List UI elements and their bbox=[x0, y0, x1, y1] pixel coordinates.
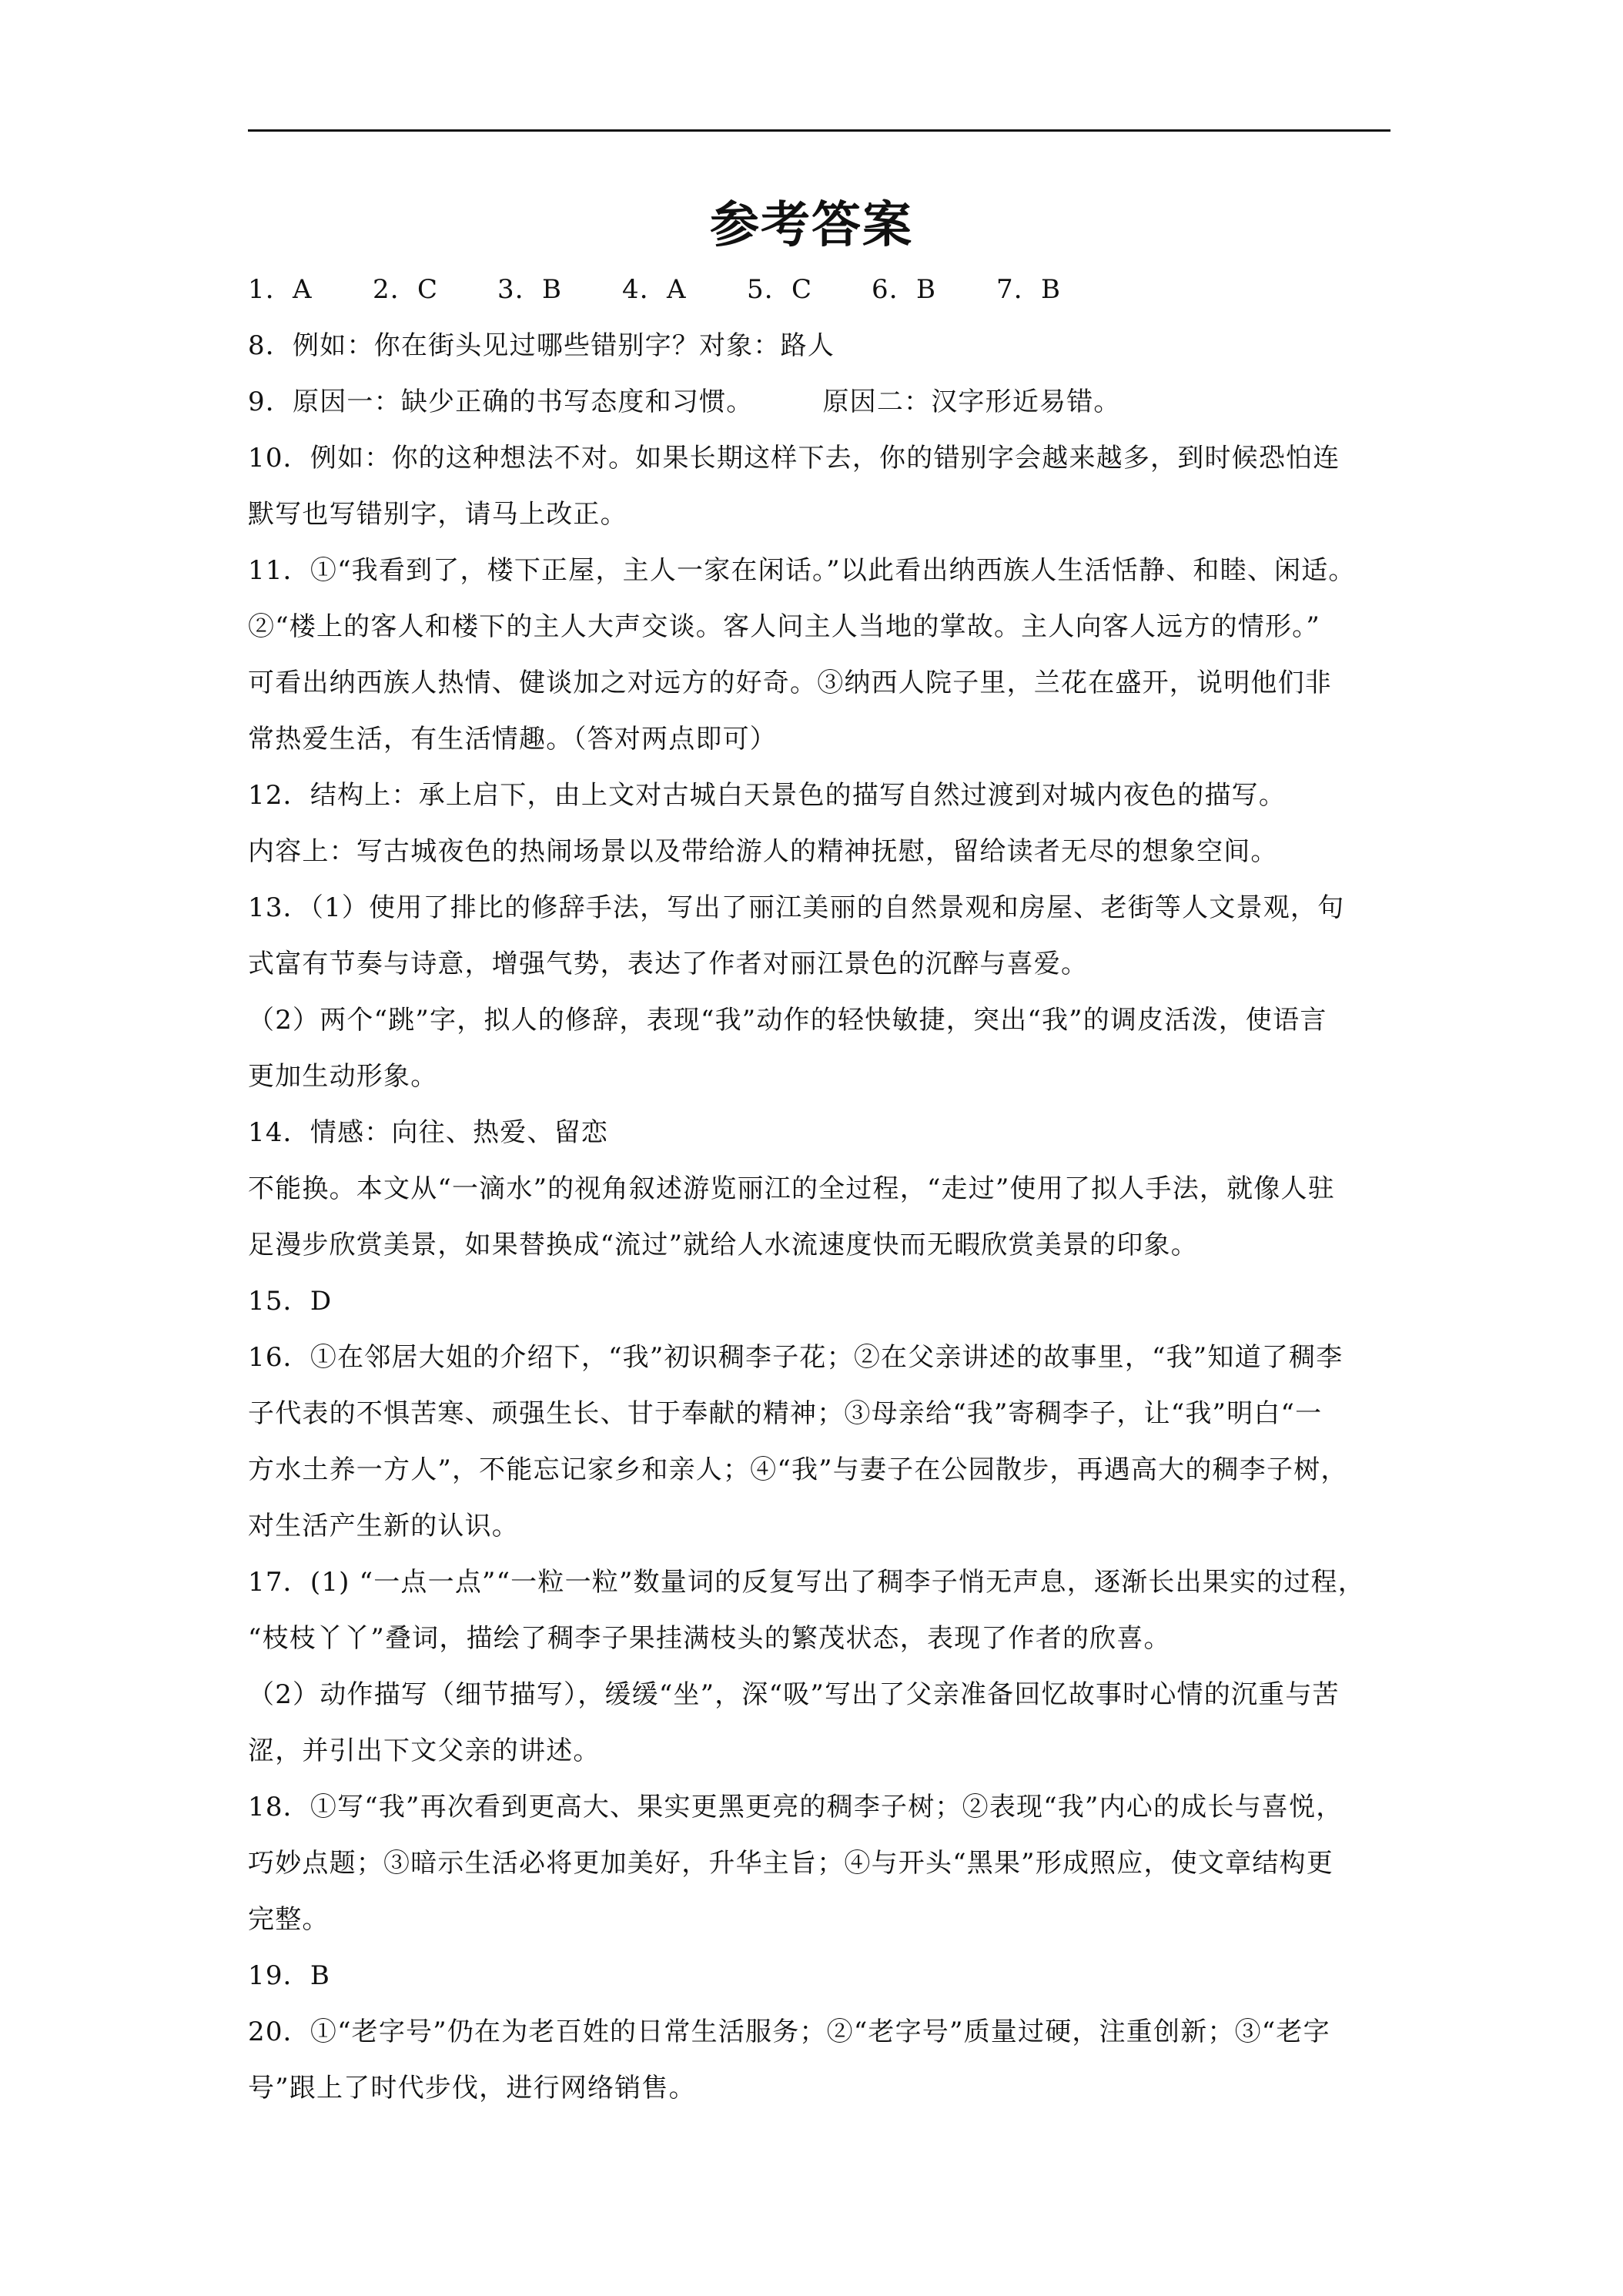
answer-13-line-4: 更加生动形象。 bbox=[248, 1061, 438, 1092]
answer-14-line-3: 足漫步欣赏美景，如果替换成“流过”就给人水流速度快而无暇欣赏美景的印象。 bbox=[248, 1230, 1198, 1260]
answer-11-line-2: ②“楼上的客人和楼下的主人大声交谈。客人问主人当地的掌故。主人向客人远方的情形。” bbox=[248, 611, 1320, 642]
answer-12-structure: 12．结构上：承上启下，由上文对古城白天景色的描写自然过渡到对城内夜色的描写。 bbox=[248, 780, 1287, 811]
answer-13-line-3: （2）两个“跳”字，拟人的修辞，表现“我”动作的轻快敏捷，突出“我”的调皮活泼，使语言 bbox=[248, 1005, 1327, 1036]
multiple-choice-answers bbox=[248, 262, 1390, 318]
answer-19: 19．B bbox=[248, 1960, 331, 1991]
answer-10-line-2: 默写也写错别字，请马上改正。 bbox=[248, 499, 627, 530]
answer-8: 8．例如：你在街头见过哪些错别字？对象：路人 bbox=[248, 330, 835, 361]
answer-20-line-2: 号”跟上了时代步伐，进行网络销售。 bbox=[248, 2073, 696, 2104]
answer-9-reason-2: 原因二：汉字形近易错。 bbox=[822, 387, 1121, 417]
mc-answer-6: 6．B bbox=[872, 274, 937, 305]
answer-15: 15．D bbox=[248, 1286, 333, 1317]
mc-answer-3: 3．B bbox=[497, 274, 563, 305]
answer-9-reason-1: 9．原因一：缺少正确的书写态度和习惯。 bbox=[248, 387, 754, 417]
page-title: 参考答案 bbox=[710, 197, 913, 254]
answer-list bbox=[248, 262, 1390, 2117]
answer-17-line-1: 17．(1) “一点一点”“一粒一粒”数量词的反复写出了稠李子悄无声息，逐渐长出果实的过程， bbox=[248, 1567, 1365, 1598]
answer-18-line-1: 18．①写“我”再次看到更高大、果实更黑更亮的稠李子树；②表现“我”内心的成长与喜悦， bbox=[248, 1792, 1344, 1822]
answer-16-line-4: 对生活产生新的认识。 bbox=[248, 1511, 519, 1541]
mc-answer-1: 1．A bbox=[248, 274, 313, 305]
header-rule bbox=[248, 129, 1390, 132]
mc-answer-7: 7．B bbox=[996, 274, 1062, 305]
answer-14-line-2: 不能换。本文从“一滴水”的视角叙述游览丽江的全过程，“走过”使用了拟人手法，就像人驻 bbox=[248, 1173, 1335, 1204]
answer-16-line-1: 16．①在邻居大姐的介绍下，“我”初识稠李子花；②在父亲讲述的故事里，“我”知道了稠李 bbox=[248, 1342, 1344, 1373]
answer-11-line-3: 可看出纳西族人热情、健谈加之对远方的好奇。③纳西人院子里，兰花在盛开，说明他们非 bbox=[248, 668, 1332, 698]
answer-13-line-1: 13．（1）使用了排比的修辞手法，写出了丽江美丽的自然景观和房屋、老街等人文景观，句 bbox=[248, 892, 1345, 923]
answer-16-line-3: 方水土养一方人”，不能忘记家乡和亲人；④“我”与妻子在公园散步，再遇高大的稠李子树， bbox=[248, 1454, 1348, 1485]
answer-12-content: 内容上：写古城夜色的热闹场景以及带给游人的精神抚慰，留给读者无尽的想象空间。 bbox=[248, 836, 1278, 867]
answer-9 bbox=[248, 374, 1390, 430]
answer-20-line-1: 20．①“老字号”仍在为老百姓的日常生活服务；②“老字号”质量过硬，注重创新；③“老字 bbox=[248, 2017, 1330, 2047]
answer-14-line-1: 14．情感：向往、热爱、留恋 bbox=[248, 1117, 609, 1148]
answer-13-line-2: 式富有节奏与诗意，增强气势，表达了作者对丽江景色的沉醉与喜爱。 bbox=[248, 949, 1089, 979]
mc-answer-5: 5．C bbox=[747, 274, 813, 305]
answer-17-line-2: “枝枝丫丫”叠词，描绘了稠李子果挂满枝头的繁茂状态，表现了作者的欣喜。 bbox=[248, 1623, 1171, 1654]
answer-17-line-4: 涩，并引出下文父亲的讲述。 bbox=[248, 1735, 601, 1766]
answer-11-line-4: 常热爱生活，有生活情趣。（答对两点即可） bbox=[248, 724, 777, 755]
answer-11-line-1: 11．①“我看到了，楼下正屋，主人一家在闲话。”以此看出纳西族人生活恬静、和睦、闲适。 bbox=[248, 555, 1356, 586]
answer-17-line-3: （2）动作描写（细节描写），缓缓“坐”，深“吸”写出了父亲准备回忆故事时心情的沉重与苦 bbox=[248, 1679, 1340, 1710]
answer-10-line-1: 10．例如：你的这种想法不对。如果长期这样下去，你的错别字会越来越多，到时候恐怕连 bbox=[248, 443, 1340, 474]
mc-answer-4: 4．A bbox=[622, 274, 687, 305]
answer-18-line-3: 完整。 bbox=[248, 1904, 330, 1935]
answer-16-line-2: 子代表的不惧苦寒、顽强生长、甘于奉献的精神；③母亲给“我”寄稠李子，让“我”明白“一 bbox=[248, 1398, 1323, 1429]
answer-18-line-2: 巧妙点题；③暗示生活必将更加美好，升华主旨；④与开头“黑果”形成照应，使文章结构更 bbox=[248, 1848, 1334, 1879]
mc-answer-2: 2．C bbox=[373, 274, 439, 305]
